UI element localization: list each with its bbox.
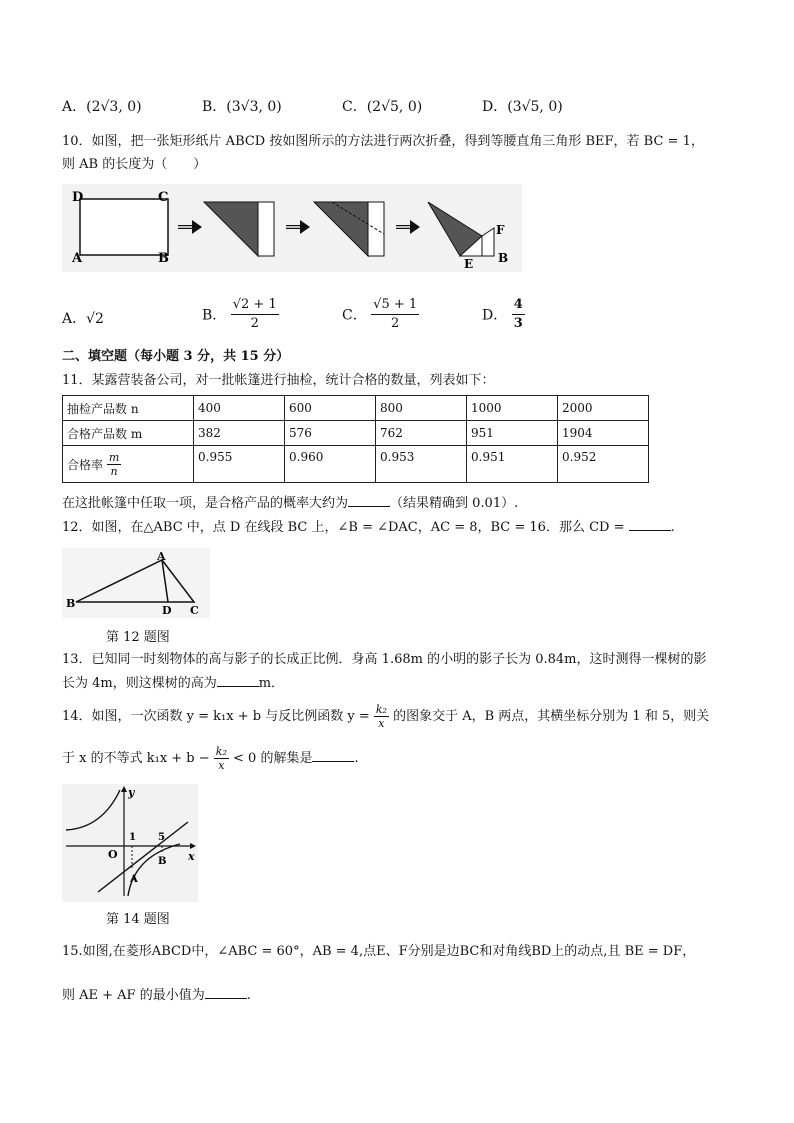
table-cell: 800 bbox=[376, 396, 467, 421]
q15-text-line2: 则 AE + AF 的最小值为 . bbox=[62, 988, 251, 1003]
axis-label-y: y bbox=[128, 786, 135, 799]
q9-option-c: C．(2√5, 0) bbox=[342, 99, 423, 115]
answer-blank[interactable] bbox=[205, 986, 247, 999]
label-e: E bbox=[464, 257, 474, 271]
q10-option-d: D． $\frac{4}{3}$ bbox=[482, 297, 523, 331]
q10-option-c: C． $\frac{√5 + 1}{2}$ bbox=[342, 297, 418, 331]
table-cell: 0.953 bbox=[376, 446, 467, 483]
table-cell: 600 bbox=[285, 396, 376, 421]
answer-blank[interactable] bbox=[629, 518, 671, 531]
table-row bbox=[63, 421, 649, 446]
q11-question: 在这批帐篷中任取一项，是合格产品的概率大约为 （结果精确到 0.01）. bbox=[62, 496, 519, 511]
point-label-b: B bbox=[158, 856, 167, 867]
table-row bbox=[63, 396, 649, 421]
q10-text-line1: 10．如图，把一张矩形纸片 ABCD 按如图所示的方法进行两次折叠，得到等腰直角三角形 BEF，若 BC = 1， bbox=[62, 134, 704, 149]
q11-intro: 11．某露营装备公司，对一批帐篷进行抽检，统计合格的数量，列表如下： bbox=[62, 373, 495, 388]
label-a: A bbox=[157, 550, 166, 563]
q14-graph-figure bbox=[62, 784, 198, 902]
table-cell: 1000 bbox=[467, 396, 558, 421]
table-row bbox=[63, 446, 649, 483]
q9-option-d: D．(3√5, 0) bbox=[482, 99, 563, 115]
label-d: D bbox=[162, 604, 172, 617]
q10-option-b: B． $\frac{√2 + 1}{2}$ bbox=[202, 297, 277, 331]
q15-text-line1: 15.如图,在菱形ABCD中，∠ABC = 60°，AB = 4,点E、F分别是边BC和对角线BD上的动点,且 BE = DF， bbox=[62, 944, 696, 959]
q12-caption: 第 12 题图 bbox=[106, 630, 170, 645]
table-cell: 576 bbox=[285, 421, 376, 446]
table-cell: 2000 bbox=[558, 396, 649, 421]
origin-label: O bbox=[108, 848, 118, 861]
label-a: A bbox=[72, 251, 83, 266]
answer-blank[interactable] bbox=[217, 674, 259, 687]
label-f: F bbox=[496, 223, 505, 237]
table-cell: 合格率 $\frac{m}{n}$ bbox=[63, 446, 194, 483]
q10-option-a: A．√2 bbox=[62, 311, 104, 327]
answer-blank[interactable] bbox=[348, 494, 390, 507]
q14-text-line1: 14．如图，一次函数 y = k₁x + b 与反比例函数 y = $\frac{\text{k₂}}{x}$ 的图象交于 A，B 两点，其横坐标分别为 1 和 5，则关 bbox=[62, 703, 710, 730]
section-2-title: 二、填空题（每小题 3 分，共 15 分） bbox=[62, 349, 290, 364]
table-cell: 0.960 bbox=[285, 446, 376, 483]
q10-text-line2: 则 AB 的长度为（ ） bbox=[62, 157, 207, 172]
label-b: B bbox=[158, 251, 169, 266]
table-cell: 762 bbox=[376, 421, 467, 446]
table-cell: 382 bbox=[194, 421, 285, 446]
label-c: C bbox=[158, 190, 169, 205]
q11-table bbox=[62, 395, 649, 483]
q12-text: 12．如图，在△ABC 中，点 D 在线段 BC 上，∠B = ∠DAC，AC = 8，BC = 16．那么 CD = . bbox=[62, 520, 675, 535]
table-cell: 1904 bbox=[558, 421, 649, 446]
table-cell: 抽检产品数 n bbox=[63, 396, 194, 421]
table-cell: 0.951 bbox=[467, 446, 558, 483]
q10-fold-figure bbox=[62, 184, 522, 272]
q13-text-line2: 长为 4m，则这棵树的高为 m． bbox=[62, 676, 285, 691]
table-cell: 0.955 bbox=[194, 446, 285, 483]
axis-label-x: x bbox=[188, 850, 195, 863]
answer-blank[interactable] bbox=[312, 749, 354, 762]
label-b: B bbox=[66, 597, 76, 610]
table-cell: 951 bbox=[467, 421, 558, 446]
label-c: C bbox=[190, 604, 199, 617]
label-b2: B bbox=[498, 251, 509, 265]
q13-text-line1: 13．已知同一时刻物体的高与影子的长成正比例．身高 1.68m 的小明的影子长为 0.84m，这时测得一棵树的影 bbox=[62, 652, 707, 667]
table-cell: 0.952 bbox=[558, 446, 649, 483]
tick-label-5: 5 bbox=[158, 832, 165, 843]
table-cell: 合格产品数 m bbox=[63, 421, 194, 446]
q14-text-line2: 于 x 的不等式 k₁x + b − $\frac{\text{k₂}}{x}$ < 0 的解集是 . bbox=[62, 745, 359, 772]
table-cell: 400 bbox=[194, 396, 285, 421]
q10-rectangle bbox=[80, 199, 168, 255]
q14-caption: 第 14 题图 bbox=[106, 912, 170, 927]
tick-label-1: 1 bbox=[129, 832, 136, 843]
label-d: D bbox=[72, 190, 84, 205]
q9-option-b: B．(3√3, 0) bbox=[202, 99, 282, 115]
q9-option-a: A．(2√3, 0) bbox=[62, 99, 142, 115]
q12-triangle-figure bbox=[62, 548, 210, 618]
point-label-a: A bbox=[130, 874, 138, 885]
